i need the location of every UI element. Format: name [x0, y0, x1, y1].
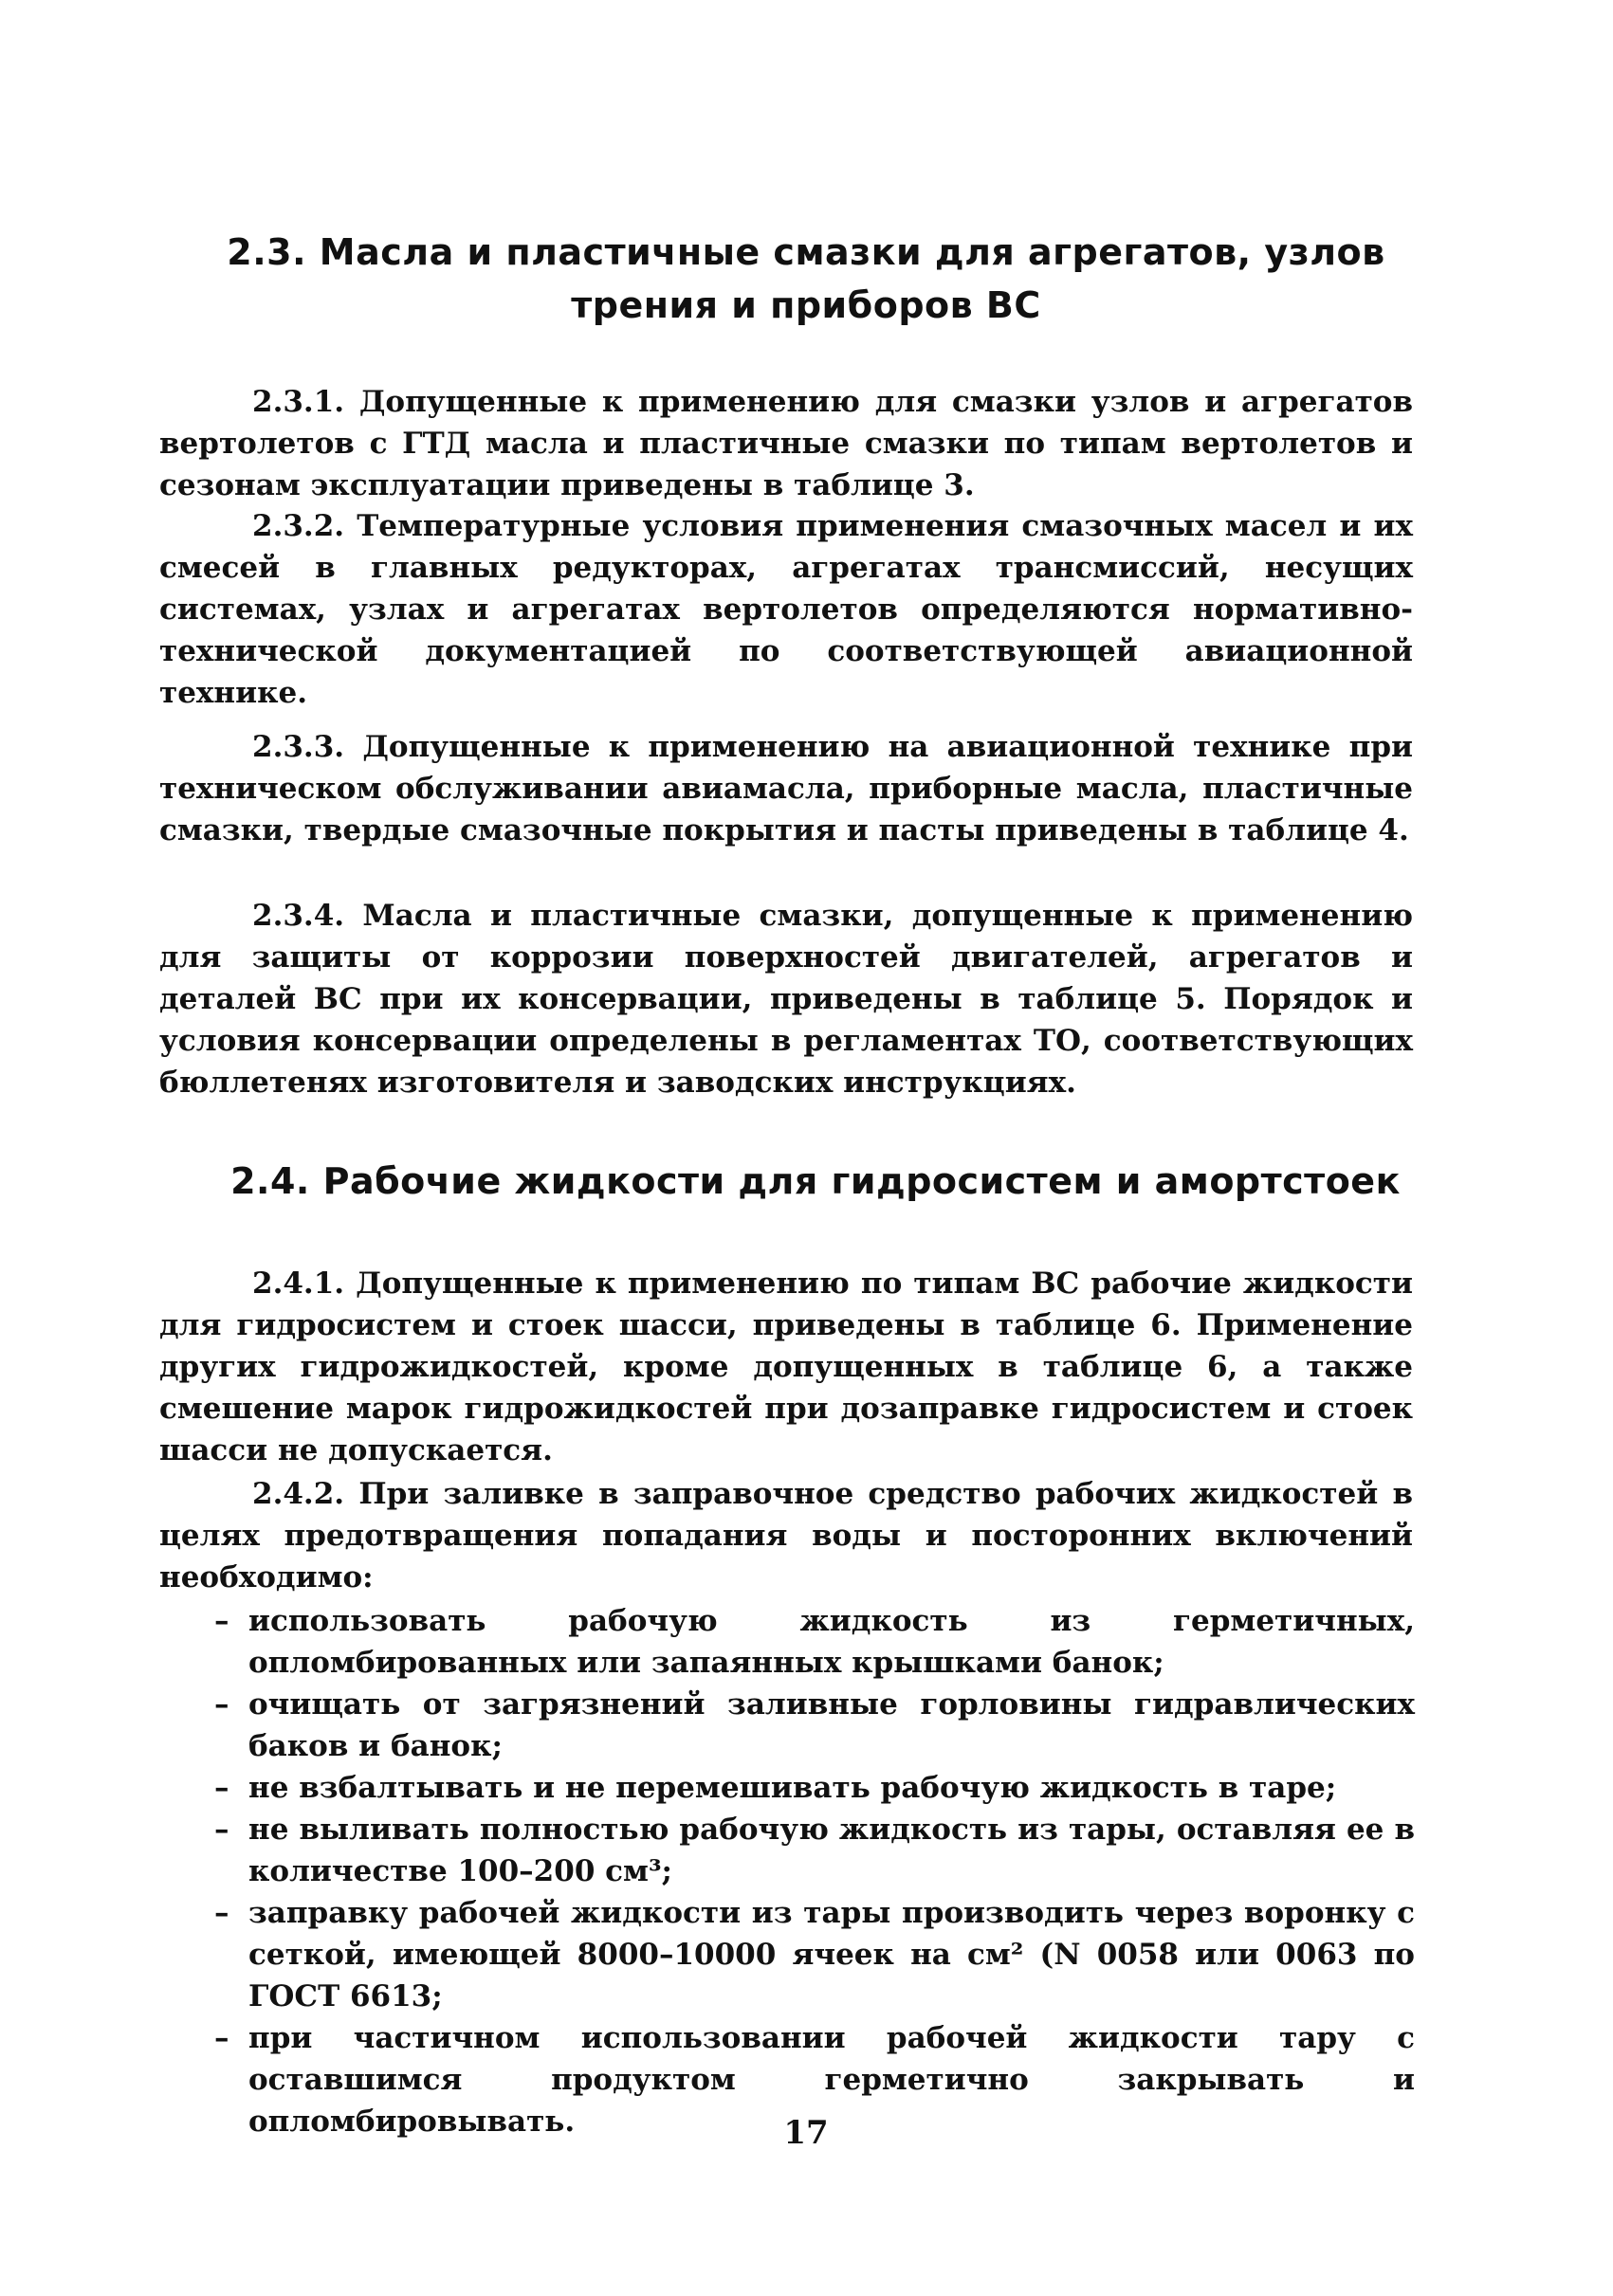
- list-item: [214, 1684, 1415, 1767]
- section-2-4-heading: 2.4. Рабочие жидкости для гидросистем и амортстоек: [230, 1160, 1401, 1202]
- paragraph-2-4-2: 2.4.2. При заливке в заправочное средство рабочих жидкостей в целях предотвращения попадания воды и посторонних включений необходимо:: [159, 1477, 1413, 1594]
- dash-marker: –: [214, 1771, 229, 1805]
- dash-marker: –: [214, 1896, 229, 1930]
- list-item-text: очищать от загрязнений заливные горловины гидравлических баков и банок;: [248, 1687, 1415, 1763]
- dash-marker: –: [214, 1604, 229, 1638]
- list-item-text: заправку рабочей жидкости из тары производить через воронку с сеткой, имеющей 8000–10000 ячеек на см² (N 0058 или 0063 по ГОСТ 6613;: [248, 1896, 1415, 2014]
- paragraph-2-3-2: 2.3.2. Температурные условия применения смазочных масел и их смесей в главных редукторах, агрегатах трансмиссий, несущих системах, узлах и агрегатах вертолетов определяются нормативно-технической документацией по соответствующей авиационной технике.: [159, 509, 1413, 710]
- paragraph-2-3-1: 2.3.1. Допущенные к применению для смазки узлов и агрегатов вертолетов с ГТД масла и пластичные смазки по типам вертолетов и сезонам эксплуатации приведены в таблице 3.: [159, 385, 1413, 502]
- page-number: 17: [783, 2114, 829, 2152]
- section-2-3-title-line-2: трения и приборов ВС: [571, 284, 1041, 326]
- list-item: [214, 1767, 1415, 1809]
- list-item-text: использовать рабочую жидкость из герметичных, опломбированных или запаянных крышками банок;: [248, 1604, 1415, 1680]
- dash-marker: –: [214, 2021, 229, 2055]
- list-item: [214, 1809, 1415, 1892]
- paragraph-2-3-4: 2.3.4. Масла и пластичные смазки, допущенные к применению для защиты от коррозии поверхностей двигателей, агрегатов и деталей ВС при их консервации, приведены в таблице 5. Порядок и условия консервации определены в регламентах ТО, соответствующих бюллетенях изготовителя и заводских инструкциях.: [159, 899, 1413, 1100]
- dash-marker: –: [214, 1687, 229, 1722]
- list-item: [214, 1892, 1415, 2017]
- section-2-3-title-line-1: 2.3. Масла и пластичные смазки для агрегатов, узлов: [227, 231, 1385, 273]
- list-item: [214, 1600, 1415, 1684]
- paragraph-2-4-1: 2.4.1. Допущенные к применению по типам ВС рабочие жидкости для гидросистем и стоек шасси, приведены в таблице 6. Применение других гидрожидкостей, кроме допущенных в таблице 6, а также смешение марок гидрожидкостей при дозаправке гидросистем и стоек шасси не допускается.: [159, 1266, 1413, 1467]
- list-item-text: не выливать полностью рабочую жидкость из тары, оставляя ее в количестве 100–200 см³;: [248, 1813, 1415, 1888]
- list-item-text: при частичном использовании рабочей жидкости тару с оставшимся продуктом герметично закрывать и опломбировывать.: [248, 2021, 1415, 2139]
- section-2-3-heading: [190, 226, 1422, 332]
- requirements-list: [214, 1600, 1415, 2142]
- list-item-text: не взбалтывать и не перемешивать рабочую жидкость в таре;: [248, 1771, 1337, 1805]
- paragraph-2-3-3: 2.3.3. Допущенные к применению на авиационной технике при техническом обслуживании авиамасла, приборные масла, пластичные смазки, твердые смазочные покрытия и пасты приведены в таблице 4.: [159, 730, 1413, 847]
- dash-marker: –: [214, 1813, 229, 1847]
